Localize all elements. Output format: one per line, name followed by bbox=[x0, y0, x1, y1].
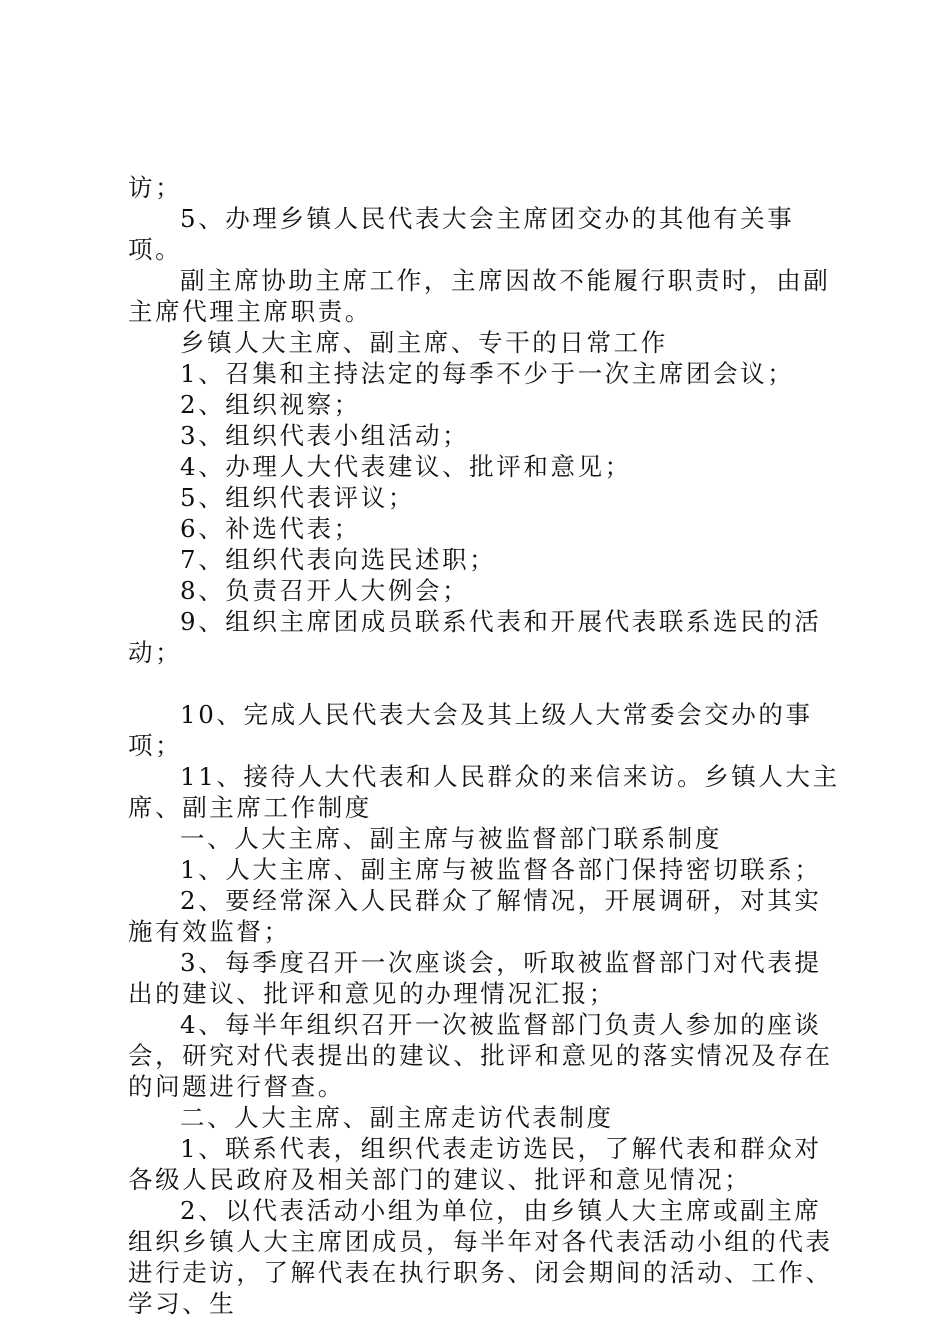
section-heading-contact-system: 一、人大主席、副主席与被监督部门联系制度 bbox=[180, 824, 722, 853]
document-body bbox=[128, 172, 840, 1319]
list-item: 1、人大主席、副主席与被监督各部门保持密切联系； bbox=[180, 855, 822, 884]
paragraph-3: 副主席协助主席工作，主席因故不能履行职责时，由副主席代理主席职责。 bbox=[128, 266, 831, 326]
list-item: 2、组织视察； bbox=[180, 390, 361, 419]
list-item: 3、每季度召开一次座谈会，听取被监督部门对代表提出的建议、批评和意见的办理情况汇报； bbox=[128, 948, 822, 1008]
blank-line bbox=[128, 668, 840, 699]
list-item: 5、组织代表评议； bbox=[180, 483, 415, 512]
list-item: 8、负责召开人大例会； bbox=[180, 576, 470, 605]
section-heading-visit-system: 二、人大主席、副主席走访代表制度 bbox=[180, 1103, 614, 1132]
list-item: 4、每半年组织召开一次被监督部门负责人参加的座谈会，研究对代表提出的建议、批评和意见的落实情况及存在的问题进行督查。 bbox=[128, 1010, 833, 1101]
list-item: 1、联系代表，组织代表走访选民，了解代表和群众对各级人民政府及相关部门的建议、批评和意见情况； bbox=[128, 1134, 822, 1194]
section-heading-daily-work: 乡镇人大主席、副主席、专干的日常工作 bbox=[180, 328, 668, 357]
list-item: 4、办理人大代表建议、批评和意见； bbox=[180, 452, 632, 481]
list-item: 7、组织代表向选民述职； bbox=[180, 545, 497, 574]
paragraph-1: 访； bbox=[128, 173, 183, 202]
list-item: 2、以代表活动小组为单位，由乡镇人大主席或副主席组织乡镇人大主席团成员，每半年对各代表活动小组的代表进行走访，了解代表在执行职务、闭会期间的活动、工作、学习、生 bbox=[128, 1196, 833, 1318]
list-item: 1、召集和主持法定的每季不少于一次主席团会议； bbox=[180, 359, 795, 388]
list-item: 10、完成人民代表大会及其上级人大常委会交办的事项； bbox=[128, 700, 813, 760]
list-item: 2、要经常深入人民群众了解情况，开展调研，对其实施有效监督； bbox=[128, 886, 822, 946]
list-item: 11、接待人大代表和人民群众的来信来访。乡镇人大主席、副主席工作制度 bbox=[128, 762, 840, 822]
list-item: 9、组织主席团成员联系代表和开展代表联系选民的活动； bbox=[128, 607, 822, 667]
list-item: 6、补选代表； bbox=[180, 514, 361, 543]
list-item: 3、组织代表小组活动； bbox=[180, 421, 470, 450]
paragraph-2: 5、办理乡镇人民代表大会主席团交办的其他有关事项。 bbox=[128, 204, 795, 264]
